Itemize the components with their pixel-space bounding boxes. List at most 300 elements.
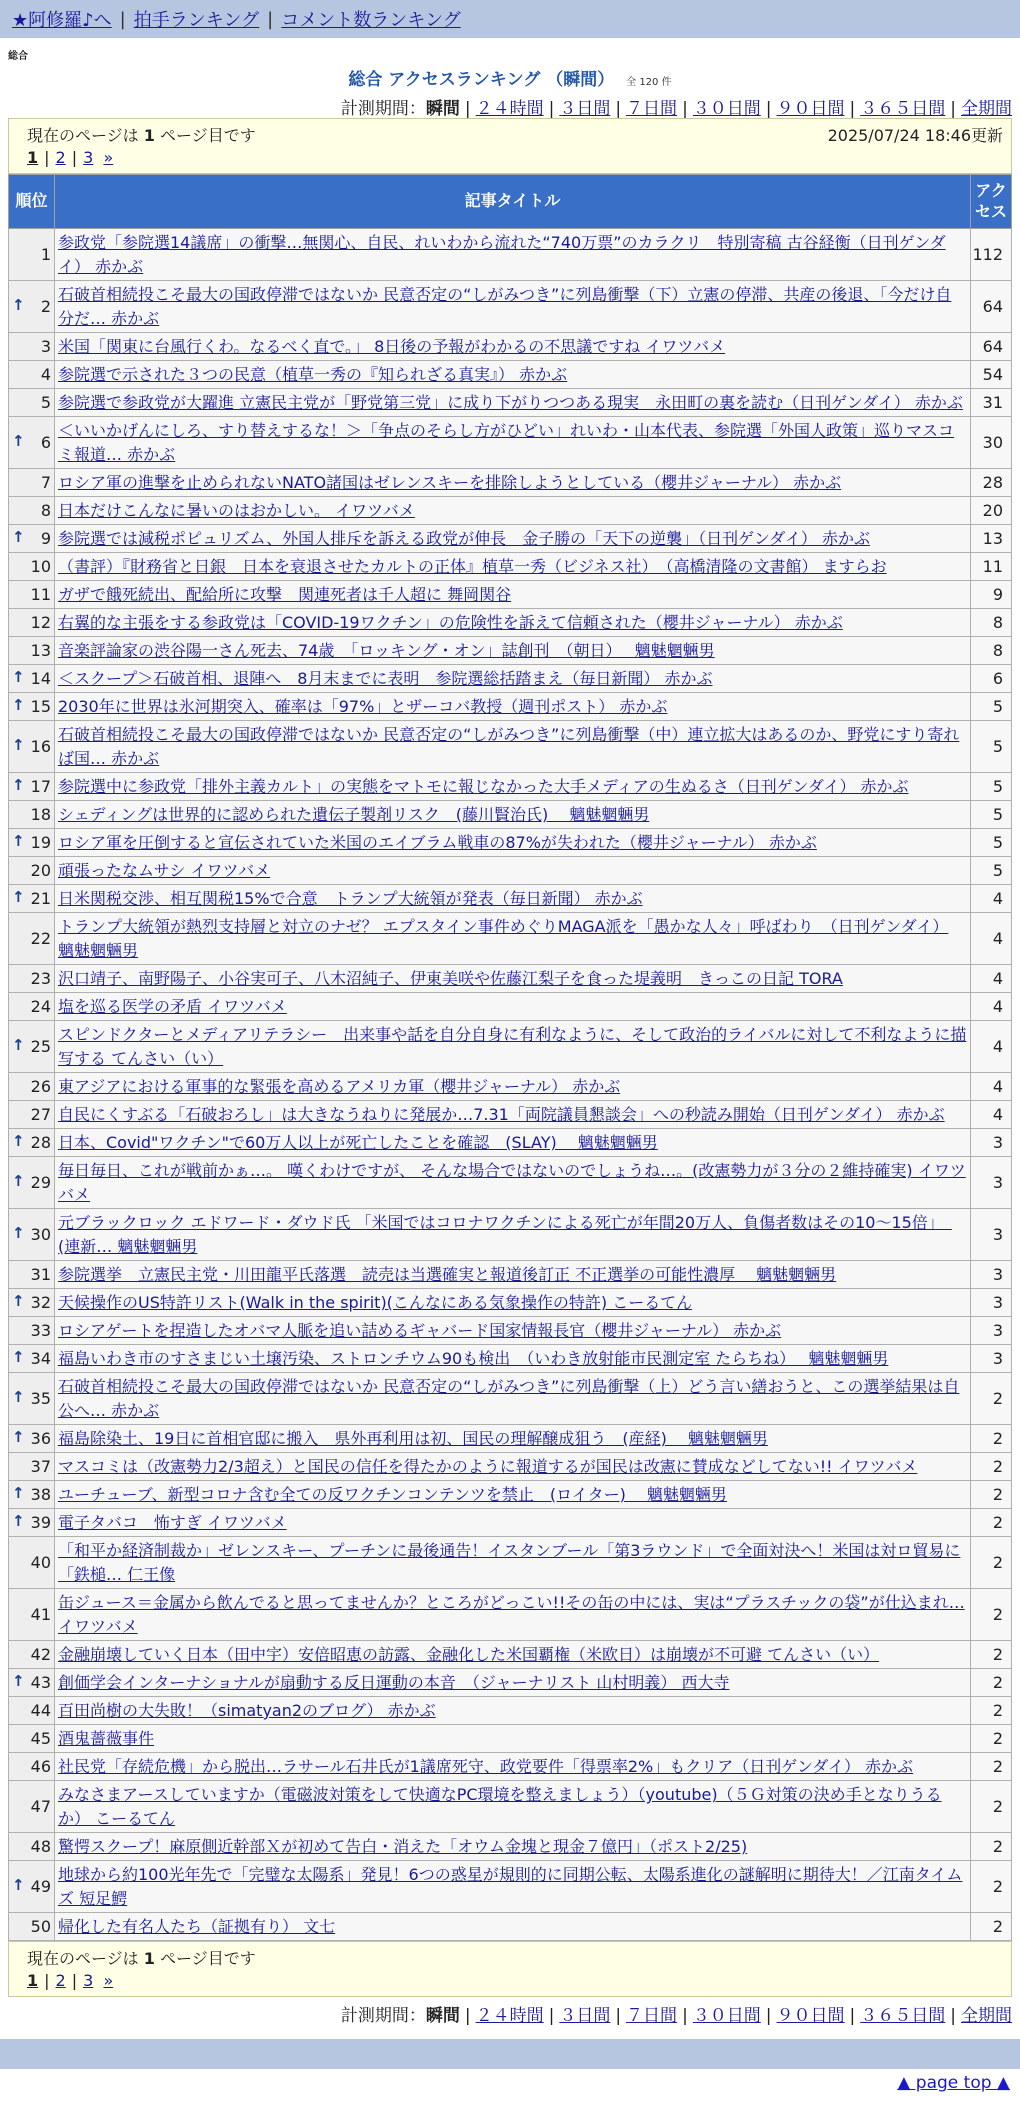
table-row xyxy=(9,1073,1012,1101)
rank-cell xyxy=(9,773,55,801)
article-link[interactable]: ロシア軍の進撃を止められないNATO諸国はゼレンスキーを排除しようとしている（櫻井ジャーナル） 赤かぶ xyxy=(58,472,842,492)
article-link[interactable]: ガザで餓死続出、配給所に攻撃 関連死者は千人超に 舞岡関谷 xyxy=(58,584,512,604)
table-row xyxy=(9,361,1012,389)
title-cell xyxy=(55,1753,971,1781)
article-link[interactable]: ＜スクープ＞石破首相、退陣へ 8月末までに表明 参院選総括踏まえ（毎日新聞） 赤かぶ xyxy=(58,668,713,688)
article-link[interactable]: 米国「関東に台風行くわ。なるべく直で。」 8日後の予報がわかるの不思議ですね イワツバメ xyxy=(58,336,726,356)
article-link[interactable]: 「和平か経済制裁か」ゼレンスキー、プーチンに最後通告！イスタンブール「第3ラウンド」で全面対決へ！米国は対ロ貿易に「鉄槌… 仁王像 xyxy=(58,1541,961,1584)
access-count: 4 xyxy=(971,1101,1012,1129)
up-arrow-icon: ↑ xyxy=(12,295,25,314)
access-count: 2 xyxy=(971,1913,1012,1941)
table-row xyxy=(9,637,1012,665)
rank-number: 30 xyxy=(30,1224,51,1244)
article-link[interactable]: 日米関税交渉、相互関税15%で合意 トランプ大統領が発表（毎日新聞） 赤かぶ xyxy=(58,888,643,908)
table-row xyxy=(9,1261,1012,1289)
table-row xyxy=(9,1833,1012,1861)
page-current: 1 xyxy=(27,147,39,167)
page-current: 1 xyxy=(27,1970,39,1990)
rank-cell xyxy=(9,1453,55,1481)
title-cell xyxy=(55,693,971,721)
title-cell xyxy=(55,389,971,417)
access-count: 4 xyxy=(971,993,1012,1021)
table-row xyxy=(9,801,1012,829)
article-link[interactable]: ＜いいかげんにしろ、すり替えするな！＞「争点のそらし方がひどい」れいわ・山本代表、参院選「外国人政策」巡りマスコミ報道… 赤かぶ xyxy=(58,421,955,464)
page-title-text: 総合 アクセスランキング （瞬間） xyxy=(348,70,615,90)
title-cell xyxy=(55,581,971,609)
total-count: 全 120 件 xyxy=(626,77,672,88)
period-option-link[interactable]: ２４時間 xyxy=(475,2006,544,2026)
rank-number: 35 xyxy=(30,1388,51,1408)
access-count: 2 xyxy=(971,1753,1012,1781)
rank-number: 10 xyxy=(30,556,51,576)
period-separator: | xyxy=(849,2006,856,2026)
rank-number: 15 xyxy=(30,696,51,716)
period-label: 計測期間： xyxy=(340,2006,426,2026)
rank-number: 48 xyxy=(30,1836,51,1856)
up-arrow-icon: ↑ xyxy=(12,1671,25,1690)
rank-number: 12 xyxy=(30,612,51,632)
rank-cell xyxy=(9,1913,55,1941)
period-separator: | xyxy=(950,99,956,119)
access-count: 31 xyxy=(971,389,1012,417)
table-row xyxy=(9,1345,1012,1373)
access-count: 2 xyxy=(971,1425,1012,1453)
period-option-link[interactable]: ７日間 xyxy=(626,99,678,119)
title-cell xyxy=(55,1261,971,1289)
access-count: 3 xyxy=(971,1157,1012,1209)
up-arrow-icon: ↑ xyxy=(12,1427,25,1446)
top-nav-bar xyxy=(0,0,1020,38)
pagination xyxy=(27,145,1003,169)
up-arrow-icon: ↑ xyxy=(12,1131,25,1150)
rank-number: 18 xyxy=(30,804,51,824)
rank-number: 26 xyxy=(30,1076,51,1096)
period-separator: | xyxy=(464,2006,471,2026)
access-count: 3 xyxy=(971,1209,1012,1261)
rank-number: 50 xyxy=(30,1916,51,1936)
rank-cell xyxy=(9,581,55,609)
title-cell xyxy=(55,469,971,497)
table-row xyxy=(9,581,1012,609)
rank-cell xyxy=(9,665,55,693)
table-row xyxy=(9,1481,1012,1509)
rank-cell xyxy=(9,829,55,857)
rank-number: 13 xyxy=(30,640,51,660)
article-link[interactable]: マスコミは（改憲勢力2/3超え）と国民の信任を得たかのように報道するが国民は改憲に賛成などしてない!! イワツバメ xyxy=(58,1456,918,1476)
period-separator: | xyxy=(615,2006,622,2026)
col-header-title: 記事タイトル xyxy=(55,175,971,229)
period-current: 瞬間 xyxy=(425,99,460,119)
page-link[interactable]: 3 xyxy=(83,147,94,167)
title-cell xyxy=(55,361,971,389)
rank-number: 22 xyxy=(30,928,51,948)
title-cell xyxy=(55,1697,971,1725)
access-count: 9 xyxy=(971,581,1012,609)
article-link[interactable]: 社民党「存続危機」から脱出…ラサール石井氏が1議席死守、政党要件「得票率2%」もクリア（日刊ゲンダイ） 赤かぶ xyxy=(58,1756,914,1776)
access-count: 4 xyxy=(971,913,1012,965)
rank-cell xyxy=(9,229,55,281)
up-arrow-icon: ↑ xyxy=(12,667,25,686)
rank-cell xyxy=(9,885,55,913)
table-row xyxy=(9,1129,1012,1157)
rank-number: 33 xyxy=(30,1320,51,1340)
access-count: 20 xyxy=(971,497,1012,525)
title-cell xyxy=(55,1317,971,1345)
article-link[interactable]: 金融崩壊していく日本（田中宇）安倍昭恵の訪露、金融化した米国覇権（米欧日）は崩壊が不可避 てんさい（い） xyxy=(58,1644,880,1664)
comment-ranking-link[interactable]: コメント数ランキング xyxy=(281,10,461,31)
article-link[interactable]: 右翼的な主張をする参政党は「COVID-19ワクチン」の危険性を訴えて信頼された（櫻井ジャーナル） 赤かぶ xyxy=(58,612,843,632)
rank-cell xyxy=(9,417,55,469)
rank-number: 1 xyxy=(40,244,51,264)
page-link[interactable]: 2 xyxy=(55,1970,66,1990)
current-page-text: 現在のページは 1 ページ目です xyxy=(27,125,256,145)
rank-number: 3 xyxy=(40,336,51,356)
rank-number: 19 xyxy=(30,832,51,852)
table-row xyxy=(9,1589,1012,1641)
article-link[interactable]: シェディングは世界的に認められた遺伝子製剤リスク (藤川賢治氏) 魑魅魍魎男 xyxy=(58,804,650,824)
rank-number: 42 xyxy=(30,1644,51,1664)
title-cell xyxy=(55,1725,971,1753)
period-option-link[interactable]: ２４時間 xyxy=(475,99,544,119)
title-cell xyxy=(55,1209,971,1261)
rank-cell xyxy=(9,965,55,993)
rank-cell xyxy=(9,1425,55,1453)
article-link[interactable]: 参院選で参政党が大躍進 立憲民主党が「野党第三党」に成り下がりつつある現実 永田町の裏を読む（日刊ゲンダイ） 赤かぶ xyxy=(58,392,963,412)
period-option-link[interactable]: ９０日間 xyxy=(776,99,845,119)
article-link[interactable]: ユーチューブ、新型コロナ含む全ての反ワクチンコンテンツを禁止 (ロイター) 魑魅魍魎男 xyxy=(58,1484,727,1504)
article-link[interactable]: 福島いわき市のすさまじい土壌汚染、ストロンチウム90も検出 （いわき放射能市民測定室 たらちね） 魑魅魍魎男 xyxy=(58,1348,889,1368)
title-cell xyxy=(55,1861,971,1913)
table-row xyxy=(9,885,1012,913)
title-cell xyxy=(55,1589,971,1641)
rank-number: 16 xyxy=(30,736,51,756)
period-separator: | xyxy=(615,99,622,119)
access-count: 2 xyxy=(971,1833,1012,1861)
period-label: 計測期間： xyxy=(340,99,426,119)
access-count: 2 xyxy=(971,1697,1012,1725)
rank-number: 49 xyxy=(30,1876,51,1896)
table-row xyxy=(9,665,1012,693)
article-link[interactable]: 2030年に世界は氷河期突入、確率は「97%」とザーコバ教授（週刊ポスト） 赤かぶ xyxy=(58,696,668,716)
article-link[interactable]: 東アジアにおける軍事的な緊張を高めるアメリカ軍（櫻井ジャーナル） 赤かぶ xyxy=(58,1076,621,1096)
table-row xyxy=(9,497,1012,525)
table-row xyxy=(9,1753,1012,1781)
access-count: 3 xyxy=(971,1289,1012,1317)
article-link[interactable]: 元ブラックロック エドワード・ダウド氏 「米国ではコロナワクチンによる死亡が年間20万人、負傷者数はその10～15倍」 (連新… 魑魅魍魎男 xyxy=(58,1213,952,1256)
title-cell xyxy=(55,1373,971,1425)
article-link[interactable]: 百田尚樹の大失敗！（simatyan2のブログ） 赤かぶ xyxy=(58,1700,436,1720)
article-link[interactable]: 参院選挙 立憲民主党・川田龍平氏落選 読売は当選確実と報道後訂正 不正選挙の可能性濃厚 魑魅魍魎男 xyxy=(58,1264,837,1284)
title-cell xyxy=(55,1289,971,1317)
article-link[interactable]: 塩を巡る医学の矛盾 イワツバメ xyxy=(58,996,287,1016)
rank-number: 37 xyxy=(30,1456,51,1476)
rank-cell xyxy=(9,1589,55,1641)
rank-number: 17 xyxy=(30,776,51,796)
article-link[interactable]: 音楽評論家の渋谷陽一さん死去、74歳 「ロッキング・オン」誌創刊 （朝日） 魑魅魍魎男 xyxy=(58,640,715,660)
title-cell xyxy=(55,1101,971,1129)
article-link[interactable]: 日本、Covid"ワクチン"で60万人以上が死亡したことを確認 (SLAY) 魑魅魍魎男 xyxy=(58,1132,658,1152)
period-separator: | xyxy=(464,99,471,119)
rank-cell xyxy=(9,1317,55,1345)
article-link[interactable]: 福島除染土、19日に首相官邸に搬入 県外再利用は初、国民の理解醸成狙う (産経) 魑魅魍魎男 xyxy=(58,1428,768,1448)
article-link[interactable]: トランプ大統領が熱烈支持層と対立のナゼ？ エプスタイン事件めぐりMAGA派を「愚かな人々」呼ばわり （日刊ゲンダイ） 魑魅魍魎男 xyxy=(58,917,949,960)
next-page-link[interactable]: » xyxy=(103,147,114,167)
rank-cell xyxy=(9,857,55,885)
access-count: 2 xyxy=(971,1669,1012,1697)
page-info-box xyxy=(8,118,1012,174)
title-cell xyxy=(55,965,971,993)
up-arrow-icon: ↑ xyxy=(12,887,25,906)
page-separator: | xyxy=(44,147,50,167)
table-row xyxy=(9,1537,1012,1589)
table-row xyxy=(9,1697,1012,1725)
table-row xyxy=(9,1641,1012,1669)
table-row xyxy=(9,1157,1012,1209)
table-row xyxy=(9,1373,1012,1425)
article-link[interactable]: 創価学会インターナショナルが扇動する反日運動の本音 （ジャーナリスト 山村明義） 西大寺 xyxy=(58,1672,730,1692)
title-cell xyxy=(55,829,971,857)
access-count: 64 xyxy=(971,281,1012,333)
page-link[interactable]: 2 xyxy=(55,147,66,167)
access-count: 2 xyxy=(971,1861,1012,1913)
article-link[interactable]: 缶ジュース＝金属から飲んでると思ってませんか？ところがどっこい!!その缶の中には、実は“プラスチックの袋”が仕込まれ… イワツバメ xyxy=(58,1593,965,1636)
table-row xyxy=(9,417,1012,469)
page-info-box-bottom xyxy=(8,1941,1012,1997)
table-row xyxy=(9,553,1012,581)
rank-cell xyxy=(9,1481,55,1509)
rank-cell xyxy=(9,361,55,389)
access-count: 3 xyxy=(971,1129,1012,1157)
page-top-link[interactable]: ▲ page top ▲ xyxy=(897,2073,1010,2093)
access-count: 13 xyxy=(971,525,1012,553)
page-link[interactable]: 3 xyxy=(83,1970,94,1990)
article-link[interactable]: ロシアゲートを捏造したオバマ人脈を追い詰めるギャバード国家情報長官（櫻井ジャーナル） 赤かぶ xyxy=(58,1320,782,1340)
rank-number: 9 xyxy=(40,528,51,548)
access-count: 5 xyxy=(971,773,1012,801)
table-row xyxy=(9,1781,1012,1833)
up-arrow-icon: ↑ xyxy=(12,775,25,794)
section-label: 総合 xyxy=(8,51,28,62)
page-separator: | xyxy=(71,147,78,167)
rank-number: 21 xyxy=(30,888,51,908)
rank-number: 24 xyxy=(30,996,51,1016)
period-option-link[interactable]: ３６５日間 xyxy=(860,2006,946,2026)
rank-cell xyxy=(9,1373,55,1425)
rank-number: 36 xyxy=(30,1428,51,1448)
table-row xyxy=(9,829,1012,857)
access-count: 2 xyxy=(971,1589,1012,1641)
period-option-link[interactable]: ９０日間 xyxy=(776,2006,845,2026)
access-count: 3 xyxy=(971,1261,1012,1289)
rank-cell xyxy=(9,281,55,333)
rank-number: 20 xyxy=(30,860,51,880)
up-arrow-icon: ↑ xyxy=(12,1171,25,1190)
table-row xyxy=(9,857,1012,885)
table-row xyxy=(9,609,1012,637)
access-count: 5 xyxy=(971,801,1012,829)
table-row xyxy=(9,1289,1012,1317)
period-option-link[interactable]: ３日間 xyxy=(559,99,611,119)
applause-ranking-link[interactable]: 拍手ランキング xyxy=(133,10,260,31)
article-link[interactable]: ロシア軍を圧倒すると宣伝されていた米国のエイブラム戦車の87%が失われた（櫻井ジャーナル） 赤かぶ xyxy=(58,832,817,852)
article-link[interactable]: 頑張ったなムサシ イワツバメ xyxy=(58,860,271,880)
next-page-link[interactable]: » xyxy=(103,1970,114,1990)
access-count: 8 xyxy=(971,609,1012,637)
title-cell xyxy=(55,1073,971,1101)
article-link[interactable]: みなさまアースしていますか（電磁波対策をして快適なPC環境を整えましょう）（youtube)（５Ｇ対策の決め手となりうるか） こーるてん xyxy=(58,1785,942,1828)
title-cell xyxy=(55,993,971,1021)
col-header-rank: 順位 xyxy=(9,175,55,229)
pagination xyxy=(27,1968,1003,1992)
rank-number: 28 xyxy=(30,1132,51,1152)
table-row xyxy=(9,965,1012,993)
period-option-link[interactable]: ３０日間 xyxy=(692,99,761,119)
rank-number: 4 xyxy=(40,364,51,384)
article-link[interactable]: 参院選中に参政党「排外主義カルト」の実態をマトモに報じなかった大手メディアの生ぬるさ（日刊ゲンダイ） 赤かぶ xyxy=(58,776,909,796)
rank-number: 23 xyxy=(30,968,51,988)
up-arrow-icon: ↑ xyxy=(12,1223,25,1242)
article-link[interactable]: 石破首相続投こそ最大の国政停滞ではないか 民意否定の“しがみつき”に列島衝撃（中）連立拡大はあるのか、野党にすり寄れば国… 赤かぶ xyxy=(58,725,960,768)
title-cell xyxy=(55,333,971,361)
article-link[interactable]: 参院選で示された３つの民意（植草一秀の『知られざる真実』） 赤かぶ xyxy=(58,364,568,384)
table-row xyxy=(9,281,1012,333)
table-row xyxy=(9,1209,1012,1261)
article-link[interactable]: 日本だけこんなに暑いのはおかしい。 イワツバメ xyxy=(58,500,415,520)
rank-cell xyxy=(9,1537,55,1589)
rank-cell xyxy=(9,721,55,773)
title-cell xyxy=(55,801,971,829)
table-row xyxy=(9,469,1012,497)
ranking-table xyxy=(8,174,1012,1941)
page-separator: | xyxy=(44,1970,50,1990)
rank-cell xyxy=(9,525,55,553)
rank-number: 34 xyxy=(30,1348,51,1368)
home-link[interactable]: ★阿修羅♪へ xyxy=(12,10,112,31)
article-link[interactable]: （書評）『財務省と日銀 日本を衰退させたカルトの正体』植草一秀（ビジネス社） （高橋清隆の文書館） ますらお xyxy=(58,556,887,576)
rank-cell xyxy=(9,1073,55,1101)
rank-number: 39 xyxy=(30,1512,51,1532)
table-row xyxy=(9,229,1012,281)
access-count: 5 xyxy=(971,857,1012,885)
title-cell xyxy=(55,1537,971,1589)
period-option-link[interactable]: ３６５日間 xyxy=(860,99,946,119)
table-row xyxy=(9,773,1012,801)
rank-cell xyxy=(9,693,55,721)
rank-cell xyxy=(9,553,55,581)
table-row xyxy=(9,1453,1012,1481)
access-count: 2 xyxy=(971,1537,1012,1589)
rank-cell xyxy=(9,1209,55,1261)
rank-cell xyxy=(9,1753,55,1781)
rank-number: 31 xyxy=(30,1264,51,1284)
title-cell xyxy=(55,1481,971,1509)
title-cell xyxy=(55,1345,971,1373)
table-row xyxy=(9,1317,1012,1345)
table-row xyxy=(9,333,1012,361)
rank-cell xyxy=(9,609,55,637)
article-link[interactable]: 帰化した有名人たち（証拠有り） 文七 xyxy=(58,1916,336,1936)
title-cell xyxy=(55,665,971,693)
access-count: 4 xyxy=(971,965,1012,993)
access-count: 112 xyxy=(971,229,1012,281)
article-link[interactable]: 地球から約100光年先で「完璧な太陽系」発見！6つの惑星が規則的に同期公転、太陽系進化の謎解明に期待大！／江南タイムズ 短足鰐 xyxy=(58,1865,963,1908)
up-arrow-icon: ↑ xyxy=(12,1347,25,1366)
table-row xyxy=(9,693,1012,721)
article-link[interactable]: 参政党「参院選14議席」の衝撃…無関心、自民、れいわから流れた“740万票”のカラクリ 特別寄稿 古谷経衡（日刊ゲンダイ） 赤かぶ xyxy=(58,233,946,276)
rank-number: 11 xyxy=(30,584,51,604)
access-count: 2 xyxy=(971,1781,1012,1833)
access-count: 3 xyxy=(971,1317,1012,1345)
rank-number: 44 xyxy=(30,1700,51,1720)
rank-number: 25 xyxy=(30,1036,51,1056)
period-option-link[interactable]: 全期間 xyxy=(961,2006,1012,2026)
period-option-link[interactable]: ３日間 xyxy=(559,2006,611,2026)
rank-cell xyxy=(9,389,55,417)
table-row xyxy=(9,913,1012,965)
access-count: 54 xyxy=(971,361,1012,389)
period-option-link[interactable]: ３０日間 xyxy=(692,2006,761,2026)
article-link[interactable]: 毎日毎日、これが戦前かぁ…。 嘆くわけですが、 そんな場合ではないのでしょうね…。(改憲勢力が３分の２維持確実) イワツバメ xyxy=(58,1161,966,1204)
period-option-link[interactable]: ７日間 xyxy=(626,2006,678,2026)
period-separator: | xyxy=(682,99,688,119)
article-link[interactable]: 酒鬼薔薇事件 xyxy=(58,1728,155,1748)
article-link[interactable]: 天候操作のUS特許リスト(Walk in the spirit)(こんなにある気象操作の特許) こーるてん xyxy=(58,1292,693,1312)
period-option-link[interactable]: 全期間 xyxy=(961,99,1012,119)
article-link[interactable]: 参院選では減税ポピュリズム、外国人排斥を訴える政党が伸長 金子勝の「天下の逆襲」（日刊ゲンダイ） 赤かぶ xyxy=(58,528,870,548)
title-cell xyxy=(55,1021,971,1073)
up-arrow-icon: ↑ xyxy=(12,1483,25,1502)
table-row xyxy=(9,1021,1012,1073)
title-cell xyxy=(55,229,971,281)
title-cell xyxy=(55,885,971,913)
rank-number: 5 xyxy=(40,392,51,412)
article-link[interactable]: 沢口靖子、南野陽子、小谷実可子、八木沼純子、伊東美咲や佐藤江梨子を食った堤義明 きっこの日記 TORA xyxy=(58,968,843,988)
table-row xyxy=(9,1913,1012,1941)
access-count: 5 xyxy=(971,693,1012,721)
access-count: 2 xyxy=(971,1725,1012,1753)
access-count: 4 xyxy=(971,885,1012,913)
table-row xyxy=(9,993,1012,1021)
title-cell xyxy=(55,497,971,525)
article-link[interactable]: 電子タバコ 怖すぎ イワツバメ xyxy=(58,1512,287,1532)
rank-number: 2 xyxy=(40,296,51,316)
article-link[interactable]: スピンドクターとメディアリテラシー 出来事や話を自分自身に有利なように、そして政治的ライバルに対して不利なように描写する てんさい（い） xyxy=(58,1025,967,1068)
rank-number: 8 xyxy=(40,500,51,520)
article-link[interactable]: 驚愕スクープ！麻原側近幹部Ｘが初めて告白・消えた「オウム金塊と現金７億円」（ポスト2/25) xyxy=(58,1836,748,1856)
up-arrow-icon: ↑ xyxy=(12,695,25,714)
nav-separator: | xyxy=(267,8,274,30)
article-link[interactable]: 石破首相続投こそ最大の国政停滞ではないか 民意否定の“しがみつき”に列島衝撃（上）どう言い繕おうと、この選挙結果は自公へ… 赤かぶ xyxy=(58,1377,960,1420)
rank-number: 32 xyxy=(30,1292,51,1312)
table-row xyxy=(9,1425,1012,1453)
rank-cell xyxy=(9,1289,55,1317)
page-separator: | xyxy=(71,1970,78,1990)
access-count: 2 xyxy=(971,1509,1012,1537)
access-count: 64 xyxy=(971,333,1012,361)
up-arrow-icon: ↑ xyxy=(12,1511,25,1530)
ranking-table-body xyxy=(9,229,1012,1941)
article-link[interactable]: 石破首相続投こそ最大の国政停滞ではないか 民意否定の“しがみつき”に列島衝撃（下）立憲の停滞、共産の後退、「今だけ自分だ… 赤かぶ xyxy=(58,285,952,328)
period-separator: | xyxy=(765,99,772,119)
access-count: 11 xyxy=(971,553,1012,581)
title-cell xyxy=(55,1669,971,1697)
period-separator: | xyxy=(849,99,856,119)
title-cell xyxy=(55,1913,971,1941)
rank-cell xyxy=(9,1833,55,1861)
title-cell xyxy=(55,913,971,965)
access-count: 2 xyxy=(971,1453,1012,1481)
article-link[interactable]: 自民にくすぶる「石破おろし」は大きなうねりに発展か…7.31「両院議員懇談会」への秒読み開始（日刊ゲンダイ） 赤かぶ xyxy=(58,1104,945,1124)
